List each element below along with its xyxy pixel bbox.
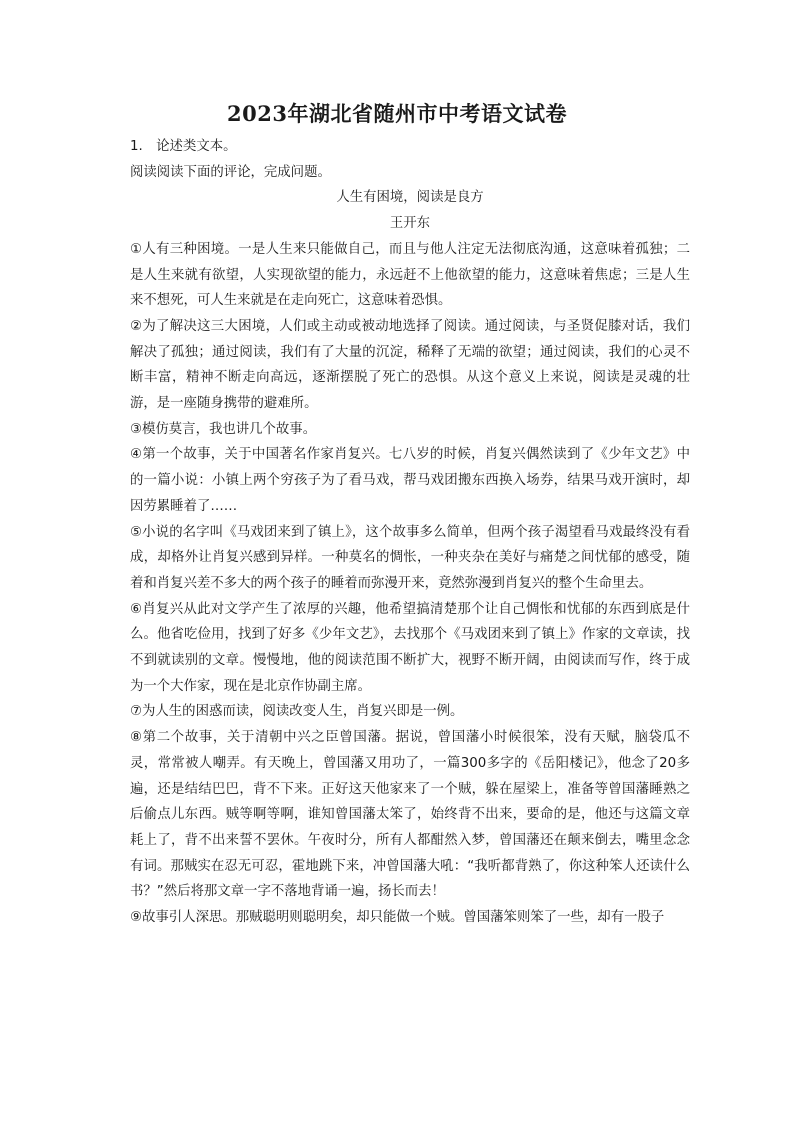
paragraph-4: ④第一个故事，关于中国著名作家肖复兴。七八岁的时候，肖复兴偶然读到了《少年文艺》中的一篇小说：小镇上两个穷孩子为了看马戏，帮马戏团搬东西换入场券，结果马戏开演时，却因劳累睡着了……	[130, 447, 690, 514]
instruction-text: 阅读阅读下面的评论，完成问题。	[130, 164, 331, 180]
paragraph-1: ①人有三种困境。一是人生来只能做自己，而且与他人注定无法彻底沟通，这意味着孤独；二是人生来就有欲望，人实现欲望的能力，永远赶不上他欲望的能力，这意味着焦虑；三是人生来不想死，可人生来就是在走向死亡，这意味着恐惧。	[130, 241, 690, 309]
paragraph-9: ⑨故事引人深思。那贼聪明则聪明矣，却只能做一个贼。曾国藩笨则笨了一些，却有一股子	[130, 910, 665, 926]
paragraph-8: ⑧第二个故事，关于清朝中兴之臣曾国藩。据说，曾国藩小时候很笨，没有天赋，脑袋瓜不灵，常常被人嘲弄。有天晚上，曾国藩又用功了，一篇300多字的《岳阳楼记》，他念了20多遍，还是结结巴巴，背不下来。正好这天他家来了一个贼，躲在屋梁上，准备等曾国藩睡熟之后偷点儿东西。贼等啊等啊，谁知曾国藩太笨了，始终背不出来，要命的是，他还与这篇文章耗上了，背不出来誓不罢休。午夜时分，所有人都酣然入梦，曾国藩还在颠来倒去，嘴里念念有词。那贼实在忍无可忍，霍地跳下来，冲曾国藩大吼：“我听都背熟了，你这种笨人还读什么书？”然后将那文章一字不落地背诵一遍，扬长而去！	[130, 730, 690, 900]
paragraph-3: ③模仿莫言，我也讲几个故事。	[130, 421, 317, 437]
document-body	[130, 134, 690, 931]
paragraph-6: ⑥肖复兴从此对文学产生了浓厚的兴趣，他希望搞清楚那个让自己惆怅和忧郁的东西到底是什么。他省吃俭用，找到了好多《少年文艺》，去找那个《马戏团来到了镇上》作家的文章读，找不到就读别的文章。慢慢地，他的阅读范围不断扩大，视野不断开阔，由阅读而写作，终于成为一个大作家，现在是北京作协副主席。	[130, 601, 690, 694]
paragraph-2: ②为了解决这三大困境，人们或主动或被动地选择了阅读。通过阅读，与圣贤促膝对话，我们解决了孤独；通过阅读，我们有了大量的沉淀，稀释了无端的欲望；通过阅读，我们的心灵不断丰富，精神不断走向高远，逐渐摆脱了死亡的恐惧。从这个意义上来说，阅读是灵魂的壮游，是一座随身携带的避难所。	[130, 318, 690, 412]
paragraph-7: ⑦为人生的困惑而读，阅读改变人生，肖复兴即是一例。	[130, 704, 464, 720]
question-heading: 1. 论述类文本。	[130, 139, 237, 154]
article-author: 王开东	[389, 216, 431, 232]
paragraph-5: ⑤小说的名字叫《马戏团来到了镇上》，这个故事多么简单，但两个孩子渴望看马戏最终没有看成，却格外让肖复兴感到异样。一种莫名的惆怅，一种夹杂在美好与痛楚之间忧郁的感受，随着和肖复兴差不多大的两个孩子的睡着而弥漫开来，竟然弥漫到肖复兴的整个生命里去。	[130, 524, 690, 591]
exam-title: 2023年湖北省随州市中考语文试卷	[227, 101, 567, 126]
article-title: 人生有困境，阅读是良方	[336, 190, 484, 206]
